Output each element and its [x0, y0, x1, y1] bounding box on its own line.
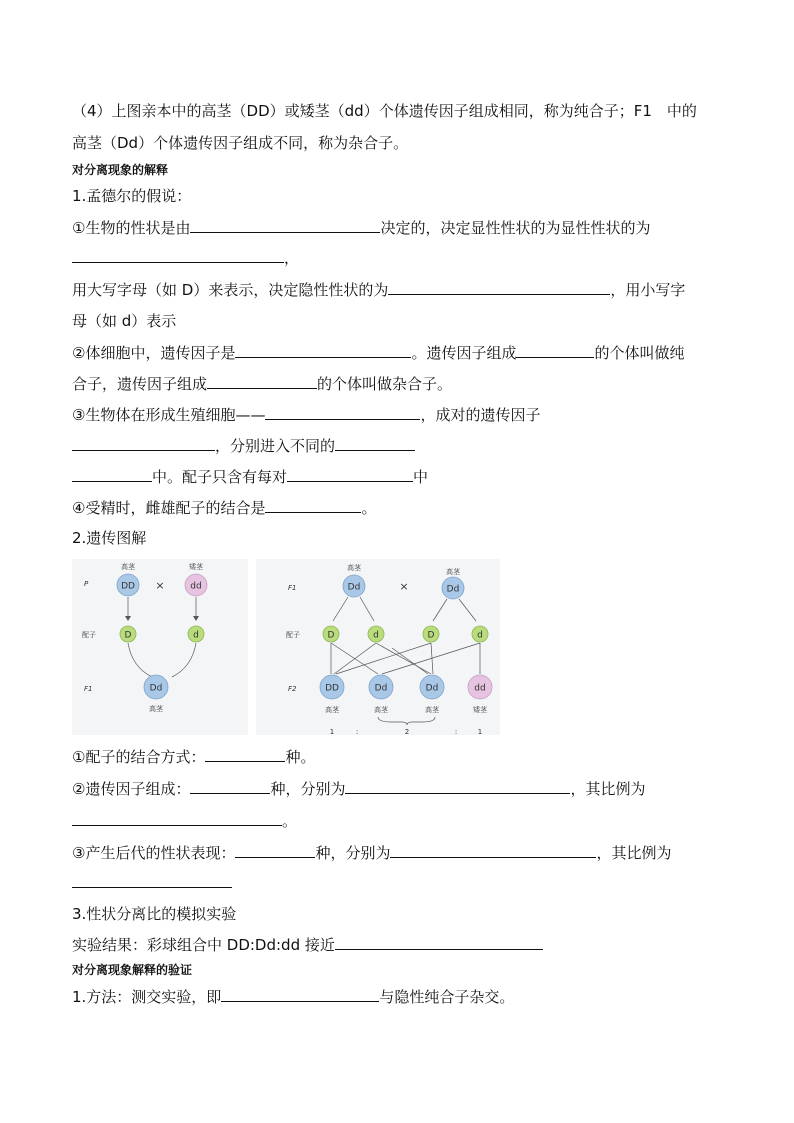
genetic-cross-diagram [72, 557, 500, 737]
hypothesis-1-line1: ①生物的性状是由 决定的，决定显性性状的为显性性状的为 [72, 219, 651, 237]
blank-h3-5[interactable] [287, 466, 413, 482]
ratio-separator: : [355, 728, 359, 736]
blank-h2-3[interactable] [207, 373, 317, 389]
gamete-label: d [373, 630, 379, 641]
blank-h3-2[interactable] [72, 435, 215, 451]
question-3-line2 [72, 872, 232, 893]
blank-h3-1[interactable] [265, 404, 420, 420]
blank-q1-1[interactable] [205, 746, 285, 762]
question-3-line1: ③产生后代的性状表现： 种，分别为 ，其比例为 [72, 844, 672, 862]
section-heading-verification: 对分离现象解释的验证 [72, 963, 193, 977]
blank-h1-3[interactable] [388, 279, 610, 295]
section-heading-explanation: 对分离现象的解释 [72, 163, 169, 177]
hypothesis-1-line3: 用大写字母（如 D）来表示，决定隐性性状的为 ，用小写字 [72, 281, 686, 299]
blank-q3-2[interactable] [390, 842, 596, 858]
question-2-line2: 。 [72, 810, 297, 831]
hypothesis-1-line2: ， [72, 247, 299, 268]
hypothesis-1-line4: 母（如 d）表示 [72, 312, 177, 330]
method-line: 1.方法：测交实验，即 与隐性纯合子杂交。 [72, 988, 515, 1006]
f2-phenotype-label: 高茎 [374, 706, 388, 714]
gamete-d: d [193, 630, 199, 641]
question-2-line1: ②遗传因子组成： 种，分别为 ，其比例为 [72, 780, 646, 798]
item2-title: 2.遗传图解 [72, 529, 147, 547]
f2-phenotype-label: 高茎 [425, 706, 439, 714]
blank-q3-3[interactable] [72, 872, 232, 888]
blank-h3-4[interactable] [72, 466, 152, 482]
cross-symbol-left: × [155, 579, 165, 592]
hypothesis-2-line2: 合子，遗传因子组成 的个体叫做杂合子。 [72, 375, 453, 393]
blank-h1-1[interactable] [190, 217, 380, 233]
f1-parent2-genotype: Dd [446, 584, 460, 595]
parent1-genotype: DD [121, 581, 135, 592]
f2-offspring-genotype: DD [325, 683, 339, 694]
row-label-p: P [84, 580, 89, 588]
f2-offspring-genotype: Dd [425, 683, 439, 694]
blank-q3-1[interactable] [235, 842, 315, 858]
f2-phenotype-label: 高茎 [325, 706, 339, 714]
para4-line1: （4）上图亲本中的高茎（DD）或矮茎（dd）个体遗传因子组成相同，称为纯合子；F1 中的 [72, 102, 697, 120]
blank-exp-1[interactable] [335, 934, 543, 950]
experiment-result: 实验结果：彩球组合中 DD:Dd:dd 接近 [72, 934, 543, 955]
offspring-genotype: Dd [149, 683, 163, 694]
parent2-genotype: dd [190, 581, 202, 592]
f2-phenotype-label: 矮茎 [473, 706, 487, 714]
gamete-label: D [427, 630, 435, 641]
gamete-label: D [327, 630, 335, 641]
question-1: ①配子的结合方式： 种。 [72, 748, 316, 766]
parent2-label: 矮茎 [189, 563, 203, 571]
item1-title: 1.孟德尔的假说： [72, 187, 192, 205]
blank-h2-2[interactable] [516, 342, 594, 358]
row-label-gamete: 配子 [82, 631, 96, 639]
blank-q2-1[interactable] [190, 778, 270, 794]
blank-q2-2[interactable] [345, 778, 570, 794]
f1-parent1-genotype: Dd [347, 582, 361, 593]
f2-offspring-genotype: dd [474, 683, 486, 694]
blank-h4-1[interactable] [265, 497, 361, 513]
blank-h1-2[interactable] [72, 247, 284, 263]
blank-h3-3[interactable] [335, 435, 415, 451]
cross-symbol-right: × [399, 580, 409, 593]
ratio-value: 2 [404, 728, 410, 736]
hypothesis-3-line3: 中。配子只含有每对 中 [72, 466, 428, 487]
ratio-value: 1 [477, 728, 483, 736]
para4-line2: 高茎（Dd）个体遗传因子组成不同，称为杂合子。 [72, 134, 409, 152]
parent1-label: 高茎 [121, 563, 135, 571]
blank-h2-1[interactable] [235, 342, 411, 358]
row-label-f1-right: F1 [288, 584, 297, 592]
gamete-label: d [477, 630, 483, 641]
f1-parent1-label: 高茎 [347, 564, 361, 572]
hypothesis-2-line1: ②体细胞中，遗传因子是 。遗传因子组成 的个体叫做纯 [72, 344, 685, 362]
hypothesis-4: ④受精时，雌雄配子的结合是 。 [72, 499, 377, 517]
row-label-gamete-right: 配子 [286, 631, 300, 639]
offspring-label: 高茎 [149, 705, 163, 713]
ratio-separator: : [454, 728, 458, 736]
row-label-f1: F1 [84, 685, 93, 693]
f1-parent2-label: 高茎 [446, 568, 460, 576]
ratio-value: 1 [329, 728, 335, 736]
f2-offspring-genotype: Dd [374, 683, 388, 694]
blank-method-1[interactable] [221, 986, 379, 1002]
blank-q2-3[interactable] [72, 810, 282, 826]
hypothesis-3-line1: ③生物体在形成生殖细胞—— ，成对的遗传因子 [72, 406, 541, 424]
hypothesis-3-line2: ，分别进入不同的 [72, 435, 415, 456]
item3-title: 3.性状分离比的模拟实验 [72, 905, 237, 923]
row-label-f2: F2 [288, 685, 297, 693]
gamete-D: D [124, 630, 132, 641]
